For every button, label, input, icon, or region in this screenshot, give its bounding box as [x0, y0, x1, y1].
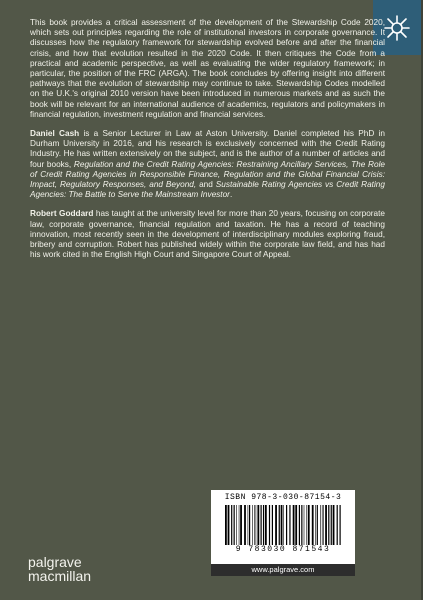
- barcode-bar: [315, 505, 316, 545]
- barcode-bar: [301, 505, 302, 545]
- publisher-logo: [28, 555, 91, 583]
- book-description: This book provides a critical assessment of the development of the Stewardship Code 2020, which sets out principles regarding the role of institutional investors in corporate governance. It discusses how the regulatory framework for stewardship evolved before and after the financial crisis, and how that evolution resulted in the 2020 Code. It then critiques the Code from a practical and academic perspective, as well as evaluating the wider regulatory framework; in particular, the position of the FRC (ARGA). The book concludes by offering insight into different pathways that the evolution of stewardship may continue to take. Stewardship Codes modelled on the U.K.'s original 2010 version have been introduced in numerous markets and as such the book will be relevant for an international audience of academics, regulators and policymakers in financial regulation, investment regulation and financial services.: [30, 18, 385, 119]
- barcode-bar: [257, 505, 259, 545]
- barcode-bar: [248, 505, 249, 545]
- barcode-bar: [249, 505, 250, 545]
- barcode-bar: [340, 505, 341, 545]
- barcode-bar: [261, 505, 262, 545]
- barcode-bar: [265, 505, 267, 545]
- barcode-bar: [272, 505, 273, 545]
- barcode-bar: [263, 505, 264, 545]
- barcode-bar: [323, 505, 324, 545]
- barcode-bar: [312, 505, 314, 545]
- barcode-bar: [299, 505, 300, 545]
- barcode-bar: [231, 505, 232, 545]
- barcode-bar: [281, 505, 283, 545]
- barcode-bar: [283, 505, 284, 545]
- author-bio-text: is a Senior Lecturer in Law at Aston University. Daniel completed his PhD in Durham University in 2016, and his research is exclusively concerned with the Credit Rating Industry. He has written extensively on the subject, and is the author of a number of articles and four books,: [30, 129, 385, 169]
- back-cover-text: [30, 18, 385, 269]
- barcode-bars: [225, 505, 343, 545]
- barcode-bar: [279, 505, 280, 545]
- barcode-bar: [306, 505, 307, 545]
- author-name: Robert Goddard: [30, 209, 94, 219]
- barcode-bar: [308, 505, 310, 545]
- barcode-bar: [225, 505, 227, 545]
- barcode-bar: [234, 505, 235, 545]
- barcode-bar: [289, 505, 290, 545]
- barcode-bar: [244, 505, 246, 545]
- barcode-bar: [293, 505, 295, 545]
- barcode-bar: [333, 505, 335, 545]
- barcode-bar: [254, 505, 255, 545]
- publisher-name-line1: palgrave: [28, 554, 82, 570]
- barcode-bar: [256, 505, 257, 545]
- barcode-bar: [286, 505, 287, 545]
- barcode-bar: [304, 505, 305, 545]
- publisher-name-line2: macmillan: [28, 568, 92, 584]
- barcode-bar: [240, 505, 242, 545]
- barcode-digits: 9 783030 871543: [235, 545, 331, 554]
- barcode-bar: [295, 505, 297, 545]
- author-name: Daniel Cash: [30, 129, 80, 139]
- barcode-bar: [252, 505, 253, 545]
- barcode-bar: [320, 505, 321, 545]
- barcode-bar: [331, 505, 332, 545]
- barcode-bar: [328, 505, 329, 545]
- book-title-last: Sustainable Rating Agencies vs Credit Rating Agencies: The Battle to Serve the Mainstream Investor: [30, 180, 385, 200]
- barcode-bar: [275, 505, 277, 545]
- barcode-bar: [236, 505, 237, 545]
- barcode-bar: [317, 505, 318, 545]
- barcode-bar: [239, 505, 240, 545]
- publisher-url: www.palgrave.com: [211, 564, 355, 576]
- isbn-label: ISBN 978-3-030-87154-3: [224, 493, 342, 502]
- barcode-bar: [269, 505, 270, 545]
- isbn-barcode: [211, 490, 355, 564]
- book-titles: Regulation and the Credit Rating Agencies: Restraining Ancillary Services, The Role of Credit Rating Agencies in Responsible Finance, Regulation and the Global Financial Crisis: Impact, Regulatory Responses, and Beyond,: [30, 159, 386, 190]
- barcode-bar: [228, 505, 230, 545]
- barcode-bar: [322, 505, 323, 545]
- star-logo-icon: [382, 13, 412, 43]
- author-bio-robert-goddard: [30, 209, 385, 260]
- conjunction: and: [196, 180, 216, 190]
- barcode-bar: [337, 505, 338, 545]
- author-bio-text: has taught at the university level for more than 20 years, focusing on corporate law, corporate governance, financial regulation and taxation. He has a record of teaching innovation, most recently seen in the development of interdisciplinary modules exploring fraud, bribery and corruption. Robert has published widely within the corporate law field, and has had his work cited in the English High Court and Singapore Court of Appeal.: [30, 209, 386, 260]
- period: .: [229, 190, 233, 200]
- barcode-bar: [325, 505, 327, 545]
- author-bio-daniel-cash: [30, 129, 385, 200]
